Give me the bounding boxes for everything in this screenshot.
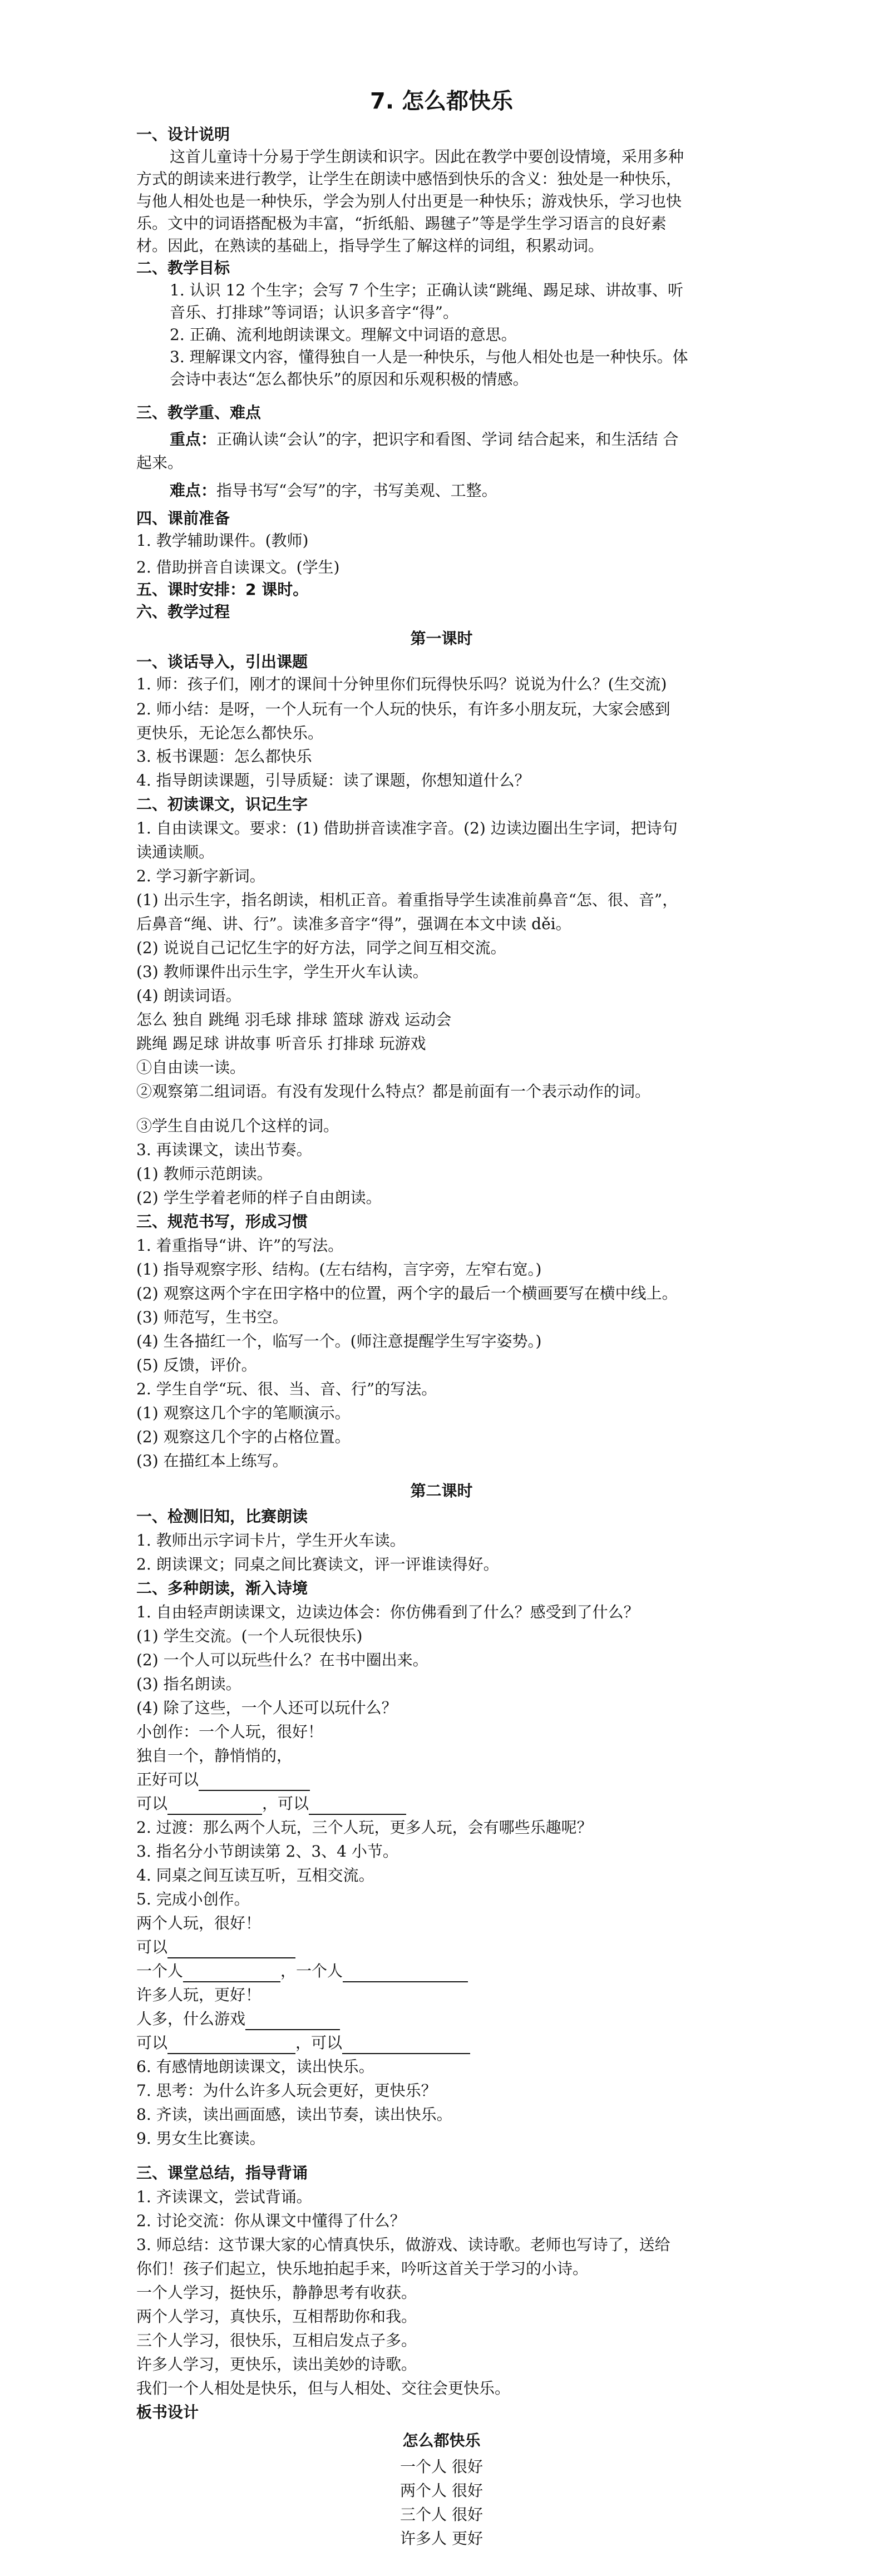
line-text: 1. 教学辅助课件。(教师) [136, 531, 309, 550]
line-text: 二、教学目标 [136, 259, 230, 277]
section-heading [136, 1211, 754, 1233]
line-text: 跳绳 踢足球 讲故事 听音乐 打排球 玩游戏 [136, 1034, 426, 1053]
label-text: 指导书写“会写”的字，书写美观、工整。 [216, 481, 497, 500]
label-text: 正确认读“会认”的字，把识字和看图、学词 结合起来，和生活结 合 [216, 430, 679, 448]
line-text: 2. 借助拼音自读课文。(学生) [136, 558, 340, 576]
body-line [136, 2186, 754, 2208]
body-line [136, 985, 754, 1007]
body-line [136, 279, 787, 302]
line-text: (3) 在描红本上练写。 [136, 1452, 288, 1470]
body-line [136, 452, 754, 474]
line-text: (2) 学生学着老师的样子自由朗读。 [136, 1188, 382, 1207]
line-text: 第二课时 [410, 1482, 473, 1500]
line-text: ①自由读一读。 [136, 1058, 246, 1077]
line-text: (1) 学生交流。(一个人玩很快乐) [136, 1627, 363, 1645]
body-line [136, 1601, 754, 1623]
body-line [136, 2306, 754, 2328]
section-heading [136, 579, 754, 601]
fill-in-blank [309, 1799, 406, 1815]
body-line [136, 2104, 754, 2126]
line-text: 3. 指名分小节朗读第 2、3、4 小节。 [136, 1842, 398, 1861]
line-text: 五、课时安排：2 课时。 [136, 580, 309, 599]
board-row: 三个人 很好 [400, 2505, 483, 2524]
line-text: 许多人玩，更好！ [136, 1986, 262, 2004]
line-text: 可以 [136, 1794, 168, 1813]
body-line [136, 2008, 754, 2030]
line-text: 与他人相处也是一种快乐，学会为别人付出更是一种快乐；游戏快乐，学习也快 [136, 192, 682, 210]
body-line [136, 168, 754, 190]
line-text: (3) 教师课件出示生字，学生开火车认读。 [136, 963, 428, 981]
body-line [136, 1033, 754, 1055]
body-line [136, 937, 754, 959]
line-text: 6. 有感情地朗读课文，读出快乐。 [136, 2057, 374, 2076]
body-line [136, 841, 754, 863]
section-heading [136, 793, 754, 816]
line-text: 你们！孩子们起立，快乐地拍起手来，吟听这首关于学习的小诗。 [136, 2259, 589, 2278]
body-line [136, 2377, 754, 2400]
body-line [136, 428, 787, 451]
line-text: 人多，什么游戏 [136, 2010, 246, 2028]
line-text: 四、课前准备 [136, 509, 230, 527]
line-text: 4. 同桌之间互读互听，互相交流。 [136, 1866, 374, 1884]
line-text: 3. 再读课文，读出节奏。 [136, 1141, 312, 1159]
fill-in-blank [199, 1775, 310, 1791]
line-text: 可以 [136, 2034, 168, 2052]
line-text: 这首儿童诗十分易于学生朗读和识字。因此在教学中要创设情境，采用多种 [170, 147, 684, 166]
line-text: 怎么 独自 跳绳 羽毛球 排球 篮球 游戏 运动会 [136, 1010, 452, 1029]
line-text: 我们一个人相处是快乐，但与人相处、交往会更快乐。 [136, 2379, 511, 2397]
line-text: (4) 生各描红一个，临写一个。(师注意提醒学生写字姿势。) [136, 1332, 542, 1350]
line-text: 方式的朗读来进行教学，让学生在朗读中感悟到快乐的含义：独处是一种快乐， [136, 170, 682, 188]
line-text: (1) 教师示范朗读。 [136, 1164, 273, 1183]
body-line [136, 1912, 754, 1935]
body-line [136, 1080, 754, 1103]
body-line [136, 1057, 754, 1079]
section-heading [136, 1577, 754, 1600]
body-line [136, 213, 754, 235]
line-text: ③学生自由说几个这样的词。 [136, 1117, 339, 1135]
line-text: 会诗中表达“怎么都快乐”的原因和乐观积极的情感。 [170, 370, 529, 388]
body-line [136, 1187, 754, 1209]
body-line [136, 913, 754, 935]
line-text: 3. 师总结：这节课大家的心情真快乐，做游戏、读诗歌。老师也写诗了，送给 [136, 2236, 670, 2254]
board-row: 许多人 更好 [400, 2529, 483, 2548]
board-row: 两个人 很好 [400, 2481, 483, 2500]
line-text: 1. 齐读课文，尝试背诵。 [136, 2188, 312, 2206]
body-line [136, 1936, 754, 1958]
lesson-heading [0, 628, 883, 650]
line-text: ，一个人 [280, 1962, 343, 1980]
section-heading [136, 124, 754, 146]
line-text: 乐。文中的词语搭配极为丰富，“折纸船、踢毽子”等是学生学习语言的良好素 [136, 214, 667, 233]
line-text: (4) 除了这些，一个人还可以玩什么？ [136, 1699, 397, 1717]
line-text: 一个人学习，挺快乐，静静思考有收获。 [136, 2283, 417, 2302]
section-heading [136, 2162, 754, 2184]
line-text: (1) 观察这几个字的笔顺演示。 [136, 1404, 351, 1422]
section-heading [136, 651, 754, 673]
body-line [136, 1625, 754, 1647]
body-line [136, 190, 754, 213]
line-text: 音乐、打排球”等词语；认识多音字“得”。 [170, 303, 458, 322]
line-text: 三个人学习，很快乐，互相启发点子多。 [136, 2331, 417, 2350]
line-text: 2. 正确、流利地朗读课文。理解文中词语的意思。 [170, 325, 517, 344]
line-text: 3. 板书课题：怎么都快乐 [136, 747, 312, 766]
body-line [136, 961, 754, 983]
line-text: (1) 指导观察字形、结构。(左右结构，言字旁，左窄右宽。) [136, 1260, 542, 1279]
line-text: 三、规范书写，形成习惯 [136, 1212, 308, 1231]
line-text: 二、多种朗读，渐入诗境 [136, 1579, 308, 1597]
body-line [136, 1745, 754, 1767]
fill-in-blank [167, 1799, 262, 1815]
line-text: 2. 讨论交流：你从课文中懂得了什么？ [136, 2212, 406, 2230]
body-line [136, 2210, 754, 2232]
line-text: 第一课时 [410, 629, 473, 648]
line-text: 9. 男女生比赛读。 [136, 2129, 265, 2148]
body-line [136, 722, 754, 744]
body-line [136, 346, 787, 368]
line-text: 板书设计 [136, 2403, 199, 2421]
body-line [136, 2258, 754, 2280]
line-text: 一、检测旧知，比赛朗读 [136, 1507, 308, 1526]
page-title: 7. 怎么都快乐 [370, 88, 513, 114]
line-text: 六、教学过程 [136, 603, 230, 621]
fill-in-blank [342, 2039, 470, 2054]
line-text: 2. 学生自学“玩、很、当、音、行”的写法。 [136, 1380, 437, 1398]
body-line [136, 480, 787, 502]
label-bold: 难点： [170, 481, 217, 500]
body-line [136, 324, 787, 346]
body-line [136, 146, 787, 168]
body-line [136, 1139, 754, 1161]
line-text: 两个人学习，真快乐，互相帮助你和我。 [136, 2307, 417, 2326]
body-line [136, 1402, 754, 1424]
line-text: 一个人 [136, 1962, 184, 1980]
line-text: 3. 理解课文内容，懂得独自一人是一种快乐，与他人相处也是一种快乐。体 [170, 348, 688, 366]
body-line [136, 2282, 754, 2304]
body-line [136, 1817, 754, 1839]
body-line [136, 530, 754, 552]
line-text: 许多人学习，更快乐，读出美妙的诗歌。 [136, 2355, 417, 2373]
body-line [136, 1553, 754, 1576]
body-line [136, 1354, 754, 1376]
line-text: 二、初读课文，识记生字 [136, 795, 308, 813]
section-heading [136, 601, 754, 623]
line-text: 2. 过渡：那么两个人玩，三个人玩，更多人玩，会有哪些乐趣呢？ [136, 1818, 593, 1837]
body-line [136, 2080, 754, 2102]
body-line [136, 746, 754, 768]
body-line [136, 817, 754, 840]
body-line [136, 302, 787, 324]
line-text: 读通读顺。 [136, 843, 215, 861]
body-line [136, 1235, 754, 1257]
line-text: 2. 师小结：是呀，一个人玩有一个人玩的快乐，有许多小朋友玩，大家会感到 [136, 700, 670, 718]
line-text: 可以 [136, 1938, 168, 1956]
body-line [136, 1115, 754, 1137]
line-text: ②观察第二组词语。有没有发现什么特点？都是前面有一个表示动作的词。 [136, 1082, 651, 1101]
body-line [136, 2353, 754, 2376]
fill-in-blank [343, 1967, 468, 1982]
body-line [136, 1426, 754, 1448]
line-text: 1. 认识 12 个生字；会写 7 个生字；正确认读“跳绳、踢足球、讲故事、听 [170, 281, 683, 299]
fill-in-blank [167, 1943, 295, 1958]
body-line [136, 1259, 754, 1281]
body-line [136, 2128, 754, 2150]
body-line [136, 1163, 754, 1185]
body-line [136, 865, 754, 887]
line-text: (4) 朗读词语。 [136, 986, 241, 1005]
body-line [136, 769, 754, 792]
section-heading [136, 1506, 754, 1528]
body-line [136, 1840, 754, 1863]
body-line [136, 1378, 754, 1400]
section-heading [136, 2401, 754, 2424]
body-line [136, 1721, 754, 1743]
line-text: 三、教学重、难点 [136, 403, 262, 422]
body-line [136, 1769, 754, 1791]
line-text: 小创作：一个人玩，很好！ [136, 1723, 324, 1741]
line-text: 4. 指导朗读课题，引导质疑：读了课题，你想知道什么？ [136, 771, 530, 789]
line-text: 1. 自由读课文。要求：(1) 借助拼音读准字音。(2) 边读边圈出生字词，把诗句 [136, 819, 678, 837]
body-line [136, 1673, 754, 1695]
line-text: 1. 教师出示字词卡片，学生开火车读。 [136, 1531, 406, 1549]
body-line [136, 1282, 754, 1305]
line-text: 1. 着重指导“讲、许”的写法。 [136, 1236, 344, 1255]
line-text: (3) 师范写，生书空。 [136, 1308, 288, 1326]
body-line [136, 1960, 754, 1982]
line-text: (1) 出示生字，指名朗读，相机正音。着重指导学生读准前鼻音“怎、很、音”， [136, 891, 678, 909]
line-text: (2) 观察这几个字的占格位置。 [136, 1428, 351, 1446]
body-line [136, 1450, 754, 1472]
body-line [136, 368, 787, 391]
line-text: 2. 学习新字新词。 [136, 867, 265, 885]
body-line [136, 1306, 754, 1329]
line-text: (2) 观察这两个字在田字格中的位置，两个字的最后一个横画要写在横中线上。 [136, 1284, 678, 1302]
body-line [136, 673, 754, 695]
body-line [136, 1697, 754, 1719]
body-line [136, 1864, 754, 1887]
line-text: 起来。 [136, 453, 184, 472]
body-line [136, 2032, 754, 2054]
line-text: 两个人玩，很好！ [136, 1914, 262, 1932]
fill-in-blank [167, 2039, 295, 2054]
body-line [136, 2234, 754, 2256]
line-text: (2) 一个人可以玩些什么？在书中圈出来。 [136, 1651, 428, 1669]
line-text: 7. 思考：为什么许多人玩会更好，更快乐？ [136, 2081, 437, 2100]
line-text: 8. 齐读，读出画面感，读出节奏，读出快乐。 [136, 2105, 452, 2124]
body-line [136, 1888, 754, 1911]
section-heading [136, 257, 754, 279]
body-line [136, 235, 754, 257]
board-title: 怎么都快乐 [402, 2431, 481, 2450]
line-text: 后鼻音“绳、讲、行”。读准多音字“得”，强调在本文中读 děi。 [136, 915, 571, 933]
body-line [136, 889, 754, 911]
line-text: 一、谈话导入，引出课题 [136, 653, 308, 671]
body-line [136, 1984, 754, 2006]
line-text: (2) 说说自己记忆生字的好方法，同学之间互相交流。 [136, 939, 506, 957]
line-text: 独自一个，静悄悄的， [136, 1746, 293, 1765]
board-row: 一个人 很好 [400, 2457, 483, 2476]
label-bold: 重点： [170, 430, 217, 448]
body-line [136, 1649, 754, 1671]
line-text: 2. 朗读课文；同桌之间比赛读文，评一评谁读得好。 [136, 1555, 499, 1573]
line-text: 三、课堂总结，指导背诵 [136, 2164, 308, 2182]
line-text: 5. 完成小创作。 [136, 1890, 250, 1908]
line-text: 一、设计说明 [136, 125, 230, 144]
body-line [136, 2330, 754, 2352]
body-line [136, 698, 754, 721]
fill-in-blank [245, 2015, 340, 2030]
line-text: (3) 指名朗读。 [136, 1675, 241, 1693]
body-line [136, 1330, 754, 1353]
line-text: (5) 反馈，评价。 [136, 1356, 257, 1374]
section-heading [136, 402, 754, 424]
line-text: 1. 自由轻声朗读课文，边读边体会：你仿佛看到了什么？感受到了什么？ [136, 1603, 639, 1621]
line-text: 材。因此，在熟读的基础上，指导学生了解这样的词组，积累动词。 [136, 236, 604, 255]
line-text: ，可以 [295, 2034, 343, 2052]
line-text: ，可以 [262, 1794, 309, 1813]
section-heading [136, 507, 754, 530]
line-text: 正好可以 [136, 1770, 199, 1789]
fill-in-blank [183, 1967, 280, 1982]
body-line [136, 2056, 754, 2078]
body-line [136, 1529, 754, 1552]
line-text: 1. 师：孩子们，刚才的课间十分钟里你们玩得快乐吗？说说为什么？(生交流) [136, 675, 667, 693]
body-line [136, 556, 754, 579]
line-text: 更快乐，无论怎么都快乐。 [136, 724, 324, 742]
body-line [136, 1793, 754, 1815]
body-line [136, 1009, 754, 1031]
lesson-heading [0, 1480, 883, 1502]
